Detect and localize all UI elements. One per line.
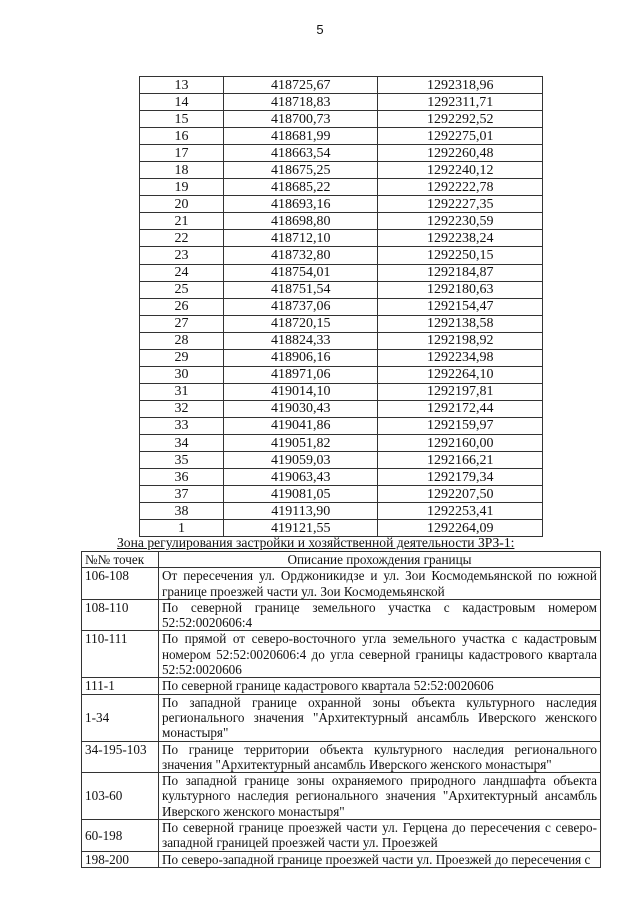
x-coordinate-cell: 419041,86 [223,417,378,434]
point-number-cell: 31 [140,383,224,400]
x-coordinate-cell: 418737,06 [223,298,378,315]
point-number-cell: 22 [140,230,224,247]
x-coordinate-cell: 419113,90 [223,503,378,520]
point-number-cell: 28 [140,332,224,349]
table-row [140,145,543,162]
y-coordinate-cell: 1292180,63 [378,281,543,298]
boundary-description-cell: От пересечения ул. Орджоникидзе и ул. Зои Космодемьянской по южной границе проезжей части ул. Зои Космодемьянской [159,568,601,600]
table-row [140,128,543,145]
y-coordinate-cell: 1292292,52 [378,111,543,128]
point-number-cell: 26 [140,298,224,315]
table-row [140,179,543,196]
table-row [140,315,543,332]
y-coordinate-cell: 1292318,96 [378,77,543,94]
point-number-cell: 1 [140,520,224,537]
table-row [82,694,601,741]
y-coordinate-cell: 1292184,87 [378,264,543,281]
y-coordinate-cell: 1292275,01 [378,128,543,145]
y-coordinate-cell: 1292154,47 [378,298,543,315]
point-number-cell: 27 [140,315,224,332]
point-number-cell: 33 [140,417,224,434]
coordinates-table-body [140,77,543,537]
point-number-cell: 13 [140,77,224,94]
x-coordinate-cell: 419081,05 [223,486,378,503]
y-coordinate-cell: 1292311,71 [378,94,543,111]
boundary-description-cell: По западной границе зоны охраняемого природного ландшафта объекта культурного наследия регионального значения "Архитектурный ансамбль Иверского женского монастыря" [159,773,601,820]
point-number-cell: 19 [140,179,224,196]
boundary-description-cell: По северо-западной границе проезжей части ул. Проезжей до пересечения с [159,851,601,867]
point-number-cell: 16 [140,128,224,145]
x-coordinate-cell: 418720,15 [223,315,378,332]
points-range-cell: 108-110 [82,599,159,631]
point-number-cell: 23 [140,247,224,264]
points-range-cell: 106-108 [82,568,159,600]
y-coordinate-cell: 1292260,48 [378,145,543,162]
x-coordinate-cell: 418751,54 [223,281,378,298]
y-coordinate-cell: 1292250,15 [378,247,543,264]
points-range-cell: 198-200 [82,851,159,867]
table-row [140,247,543,264]
x-coordinate-cell: 419121,55 [223,520,378,537]
x-coordinate-cell: 418718,83 [223,94,378,111]
point-number-cell: 17 [140,145,224,162]
y-coordinate-cell: 1292179,34 [378,469,543,486]
x-coordinate-cell: 418675,25 [223,162,378,179]
x-coordinate-cell: 419030,43 [223,400,378,417]
table-row [82,678,601,694]
x-coordinate-cell: 418685,22 [223,179,378,196]
points-range-cell: 1-34 [82,694,159,741]
table-row [140,94,543,111]
x-coordinate-cell: 419063,43 [223,469,378,486]
zone-table-header-row [82,552,601,568]
table-row [140,400,543,417]
boundary-description-cell: По прямой от северо-восточного угла земельного участка с кадастровым номером 52:52:0020606:4 до угла северной границы кадастрового квартала 52:52:0020606 [159,631,601,678]
y-coordinate-cell: 1292222,78 [378,179,543,196]
table-row [140,281,543,298]
y-coordinate-cell: 1292230,59 [378,213,543,230]
x-coordinate-cell: 418698,80 [223,213,378,230]
table-row [140,349,543,366]
table-row [140,486,543,503]
boundary-description-cell: По северной границе кадастрового квартала 52:52:0020606 [159,678,601,694]
zone-section-title: Зона регулирования застройки и хозяйственной деятельности ЗРЗ-1: [117,535,515,550]
header-description: Описание прохождения границы [159,552,601,568]
table-row [82,820,601,852]
points-range-cell: 103-60 [82,773,159,820]
boundary-description-cell: По северной границе проезжей части ул. Герцена до пересечения с северо-западной границей проезжей части ул. Проезжей [159,820,601,852]
table-row [82,741,601,773]
point-number-cell: 24 [140,264,224,281]
point-number-cell: 34 [140,434,224,451]
header-points: №№ точек [82,552,159,568]
table-row [140,452,543,469]
table-row [140,503,543,520]
point-number-cell: 29 [140,349,224,366]
x-coordinate-cell: 418732,80 [223,247,378,264]
y-coordinate-cell: 1292234,98 [378,349,543,366]
table-row [140,332,543,349]
y-coordinate-cell: 1292227,35 [378,196,543,213]
x-coordinate-cell: 418971,06 [223,366,378,383]
table-row [140,298,543,315]
point-number-cell: 14 [140,94,224,111]
point-number-cell: 25 [140,281,224,298]
table-row [140,77,543,94]
y-coordinate-cell: 1292166,21 [378,452,543,469]
table-row [140,213,543,230]
table-row [140,264,543,281]
point-number-cell: 15 [140,111,224,128]
zone-boundary-table [81,551,601,868]
table-row [82,851,601,867]
boundary-description-cell: По северной границе земельного участка с кадастровым номером 52:52:0020606:4 [159,599,601,631]
x-coordinate-cell: 418824,33 [223,332,378,349]
points-range-cell: 111-1 [82,678,159,694]
table-row [82,631,601,678]
y-coordinate-cell: 1292240,12 [378,162,543,179]
point-number-cell: 32 [140,400,224,417]
y-coordinate-cell: 1292207,50 [378,486,543,503]
point-number-cell: 36 [140,469,224,486]
table-row [140,111,543,128]
x-coordinate-cell: 419014,10 [223,383,378,400]
table-row [140,366,543,383]
page-number: 5 [316,22,324,37]
x-coordinate-cell: 418681,99 [223,128,378,145]
y-coordinate-cell: 1292198,92 [378,332,543,349]
y-coordinate-cell: 1292264,10 [378,366,543,383]
boundary-description-cell: По западной границе охранной зоны объекта культурного наследия регионального значения "Архитектурный ансамбль Иверского женского монастыря" [159,694,601,741]
x-coordinate-cell: 418712,10 [223,230,378,247]
zone-table-body [82,568,601,868]
boundary-description-cell: По границе территории объекта культурного наследия регионального значения "Архитектурный ансамбль Иверского женского монастыря" [159,741,601,773]
points-range-cell: 34-195-103 [82,741,159,773]
x-coordinate-cell: 418754,01 [223,264,378,281]
y-coordinate-cell: 1292253,41 [378,503,543,520]
y-coordinate-cell: 1292172,44 [378,400,543,417]
table-row [140,230,543,247]
y-coordinate-cell: 1292238,24 [378,230,543,247]
table-row [140,162,543,179]
point-number-cell: 35 [140,452,224,469]
table-row [140,469,543,486]
table-row [140,383,543,400]
table-row [82,773,601,820]
x-coordinate-cell: 418663,54 [223,145,378,162]
table-row [140,434,543,451]
x-coordinate-cell: 418725,67 [223,77,378,94]
point-number-cell: 20 [140,196,224,213]
x-coordinate-cell: 419051,82 [223,434,378,451]
points-range-cell: 60-198 [82,820,159,852]
y-coordinate-cell: 1292264,09 [378,520,543,537]
point-number-cell: 38 [140,503,224,520]
coordinates-table [139,76,543,537]
x-coordinate-cell: 419059,03 [223,452,378,469]
point-number-cell: 37 [140,486,224,503]
point-number-cell: 18 [140,162,224,179]
x-coordinate-cell: 418700,73 [223,111,378,128]
y-coordinate-cell: 1292160,00 [378,434,543,451]
y-coordinate-cell: 1292197,81 [378,383,543,400]
y-coordinate-cell: 1292159,97 [378,417,543,434]
table-row [140,417,543,434]
table-row [140,196,543,213]
x-coordinate-cell: 418693,16 [223,196,378,213]
points-range-cell: 110-111 [82,631,159,678]
table-row [82,599,601,631]
y-coordinate-cell: 1292138,58 [378,315,543,332]
point-number-cell: 21 [140,213,224,230]
table-row [82,568,601,600]
x-coordinate-cell: 418906,16 [223,349,378,366]
point-number-cell: 30 [140,366,224,383]
